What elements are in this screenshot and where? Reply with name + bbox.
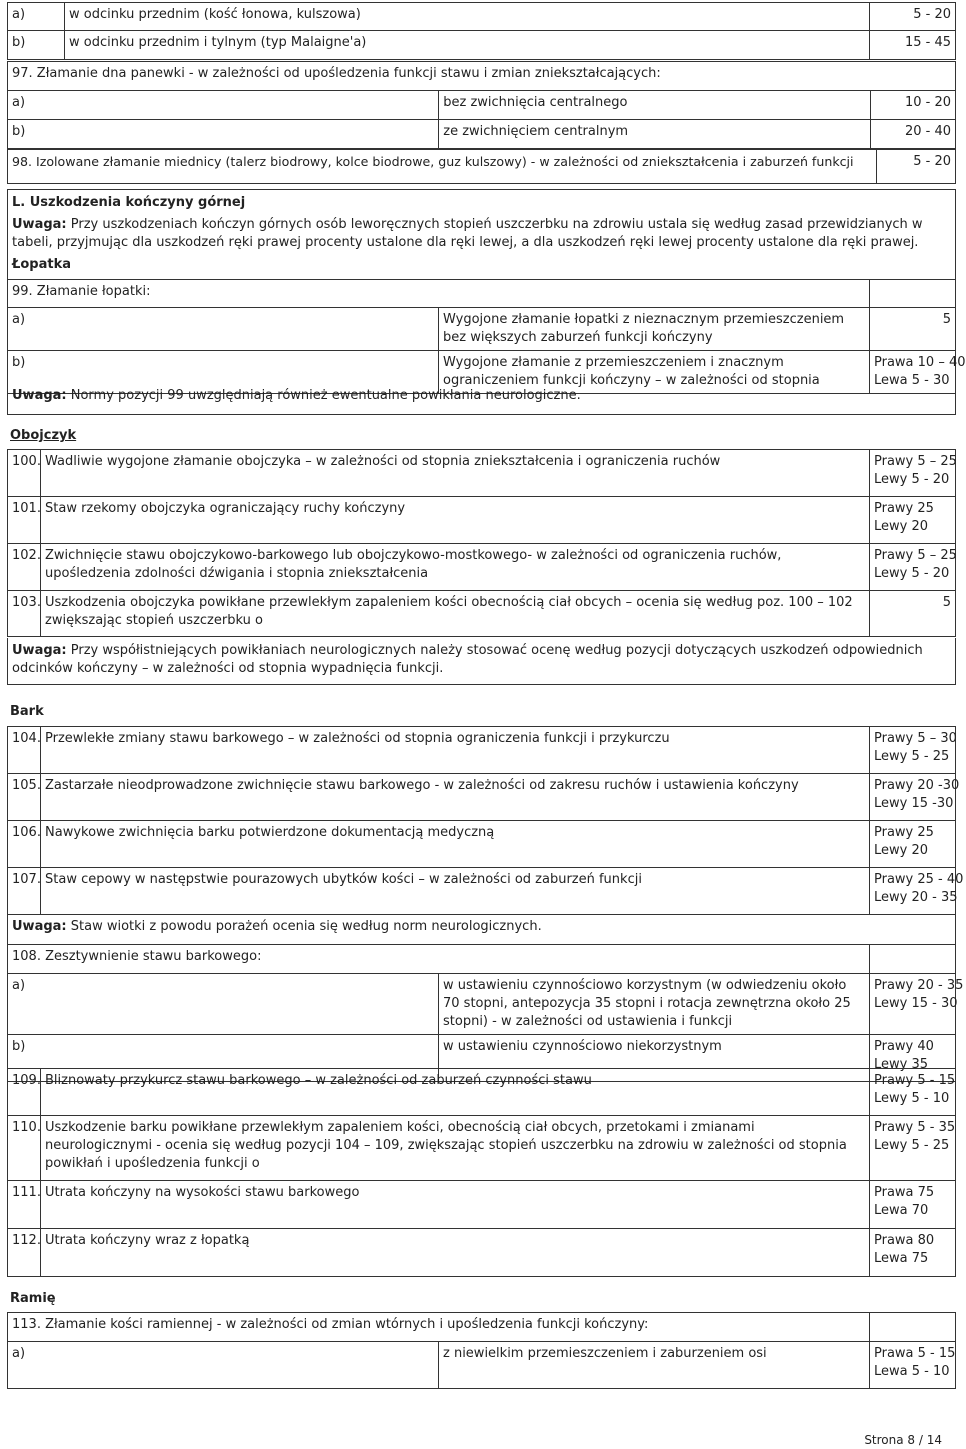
table-row — [8, 1116, 956, 1181]
table-row — [8, 1313, 956, 1342]
row-number: 107. — [8, 868, 41, 915]
row-text: bez zwichnięcia centralnego — [439, 91, 870, 120]
table-row — [8, 774, 956, 821]
row-text: Uszkodzenia obojczyka powikłane przewlekłym zapaleniem kości obecnością ciał obcych – ocenia się według poz. 100 – 102 zwiększając stopień uszczerbku o — [41, 591, 870, 637]
row-text: w ustawieniu czynnościowo korzystnym (w odwiedzeniu około 70 stopni, antepozycja 35 stopni i rotacja zewnętrzna około 25 stopni) - w zależności od ustawienia i funkcji — [439, 974, 870, 1035]
row-values — [870, 450, 956, 497]
value-left: Lewa 5 - 10 — [874, 1364, 950, 1379]
value-left: Lewy 15 - 30 — [874, 996, 958, 1011]
row-text: w odcinku przednim i tylnym (typ Malaigne'a) — [65, 31, 870, 60]
note-obojczyk — [7, 638, 956, 685]
value-right: Prawa 5 - 15 — [874, 1346, 956, 1361]
row-value: 15 - 45 — [870, 31, 956, 60]
value-right: Prawy 20 - 35 — [874, 978, 964, 993]
row-text: 99. Złamanie łopatki: — [8, 280, 870, 308]
row-value: 10 - 20 — [870, 91, 956, 120]
row-text: Utrata kończyny wraz z łopatką — [41, 1229, 870, 1277]
row-text: Wygojone złamanie z przemieszczeniem i znacznym ograniczeniem funkcji kończyny – w zależności od stopnia — [439, 351, 870, 394]
row-label: a) — [8, 1342, 439, 1389]
ramie-table — [7, 1312, 956, 1389]
row-label: b) — [8, 1035, 439, 1082]
empty-cell — [870, 62, 956, 91]
row-label: b) — [8, 31, 65, 60]
note-99 — [7, 383, 956, 415]
row-values — [870, 1181, 956, 1229]
row-value: 5 - 20 — [877, 150, 956, 184]
row-values — [870, 497, 956, 544]
note-label: Uwaga: — [12, 388, 67, 403]
table-row — [8, 868, 956, 915]
value-left: Lewy 5 - 25 — [874, 749, 950, 764]
value-left: Lewy 20 - 35 — [874, 890, 958, 905]
row-text: Przewlekłe zmiany stawu barkowego – w zależności od stopnia ograniczenia funkcji i przykurczu — [41, 727, 870, 774]
row-text: w ustawieniu czynnościowo niekorzystnym — [439, 1035, 870, 1082]
row-label: a) — [8, 3, 65, 31]
row-text: 98. Izolowane złamanie miednicy (talerz biodrowy, kolce biodrowe, guz kulszowy) - w zależności od zniekształcenia i zaburzeń funkcji — [8, 150, 877, 184]
row-values — [870, 1342, 956, 1389]
bark-table-3 — [7, 1068, 956, 1277]
table-row — [8, 1069, 956, 1116]
value-right: Prawy 25 — [874, 501, 934, 516]
row-label: a) — [8, 974, 439, 1035]
section-l — [7, 189, 956, 279]
note-label: Uwaga: — [12, 919, 67, 934]
row-values — [870, 1229, 956, 1277]
value-right: Prawy 5 – 25 — [874, 548, 957, 563]
table-row — [8, 150, 956, 184]
note-label: Uwaga: — [12, 217, 67, 232]
table-row — [8, 1342, 956, 1389]
table-row — [8, 120, 956, 149]
row-values — [870, 868, 964, 915]
heading-ramie: Ramię — [10, 1291, 56, 1306]
value-left: Lewa 70 — [874, 1203, 929, 1218]
row-text: Bliznowaty przykurcz stawu barkowego – w zależności od zaburzeń czynności stawu — [41, 1069, 870, 1116]
row-text: Staw rzekomy obojczyka ograniczający ruchy kończyny — [41, 497, 870, 544]
table-row — [8, 62, 956, 91]
obojczyk-table — [7, 449, 956, 637]
row-value: 20 - 40 — [870, 120, 956, 149]
row-number: 103. — [8, 591, 41, 637]
table-row — [8, 1181, 956, 1229]
row-text: 113. Złamanie kości ramiennej - w zależności od zmian wtórnych i upośledzenia funkcji kończyny: — [8, 1313, 870, 1342]
row-text: Zwichnięcie stawu obojczykowo-barkowego lub obojczykowo-mostkowego- w zależności od ograniczenia ruchów, upośledzenia zdolności dźwigania i stopnia zniekształcenia — [41, 544, 870, 591]
table-row — [8, 544, 956, 591]
row-text: Utrata kończyny na wysokości stawu barkowego — [41, 1181, 870, 1229]
empty-cell — [870, 1313, 956, 1342]
row-text: 108. Zesztywnienie stawu barkowego: — [8, 945, 870, 974]
value-left: Lewy 35 — [874, 1057, 929, 1072]
row-values — [870, 727, 956, 774]
table-row — [8, 308, 956, 351]
table-row — [8, 280, 956, 308]
row-number: 112. — [8, 1229, 41, 1277]
table-row — [8, 91, 956, 120]
note-text: Normy pozycji 99 uwzględniają również ewentualne powikłania neurologiczne. — [66, 388, 581, 403]
page-number: Strona 8 / 14 — [864, 1433, 942, 1447]
bark-table-1 — [7, 726, 964, 915]
value-right: Prawy 5 - 35 — [874, 1120, 956, 1135]
value-left: Lewy 5 - 10 — [874, 1091, 950, 1106]
row-values — [870, 544, 956, 591]
value-left: Lewa 75 — [874, 1251, 929, 1266]
row-label: a) — [8, 91, 439, 120]
table-row — [8, 945, 956, 974]
row-text: z niewielkim przemieszczeniem i zaburzeniem osi — [439, 1342, 870, 1389]
value-right: Prawy 5 – 30 — [874, 731, 957, 746]
row-value: 5 — [870, 591, 956, 637]
item-99 — [7, 279, 966, 394]
row-text: Wadliwie wygojone złamanie obojczyka – w zależności od stopnia zniekształcenia i ograniczenia ruchów — [41, 450, 870, 497]
row-values — [870, 974, 964, 1035]
row-text: 97. Złamanie dna panewki - w zależności od upośledzenia funkcji stawu i zmian zniekształcających: — [8, 62, 871, 91]
value-left: Lewy 5 - 20 — [874, 566, 950, 581]
value-left: Lewy 5 - 20 — [874, 472, 950, 487]
value-right: Prawa 10 – 40 — [874, 355, 966, 370]
note-text: Przy uszkodzeniach kończyn górnych osób leworęcznych stopień uszczerbku na zdrowiu ustala się według zasad przewidzianych w tabeli, przyjmując dla uszkodzeń ręki prawej procenty ustalone dla ręki lewej, a dla uszkodzeń ręki lewej procenty ustalone dla ręki prawej. — [12, 217, 923, 250]
bark-table-2 — [7, 944, 964, 1082]
empty-cell — [870, 280, 956, 308]
value-right: Prawa 75 — [874, 1185, 935, 1200]
value-right: Prawy 25 - 40 — [874, 872, 964, 887]
value-left: Lewy 15 -30 — [874, 796, 954, 811]
row-value: 5 - 20 — [870, 3, 956, 31]
note-label: Uwaga: — [12, 643, 67, 658]
row-text: ze zwichnięciem centralnym — [439, 120, 870, 149]
table-row — [8, 3, 956, 31]
row-values — [870, 774, 960, 821]
row-label: b) — [8, 351, 439, 394]
table-row — [8, 591, 956, 637]
row-label: b) — [8, 120, 439, 149]
value-right: Prawy 25 — [874, 825, 934, 840]
value-right: Prawy 20 -30 — [874, 778, 960, 793]
item-97 — [7, 61, 956, 149]
row-number: 100. — [8, 450, 41, 497]
heading-obojczyk: Obojczyk — [10, 428, 77, 443]
value-left: Lewy 20 — [874, 519, 929, 534]
table-row — [8, 450, 956, 497]
row-value: 5 — [870, 308, 956, 351]
row-number: 109. — [8, 1069, 41, 1116]
row-number: 106. — [8, 821, 41, 868]
row-label: a) — [8, 308, 439, 351]
row-number: 101. — [8, 497, 41, 544]
row-number: 105. — [8, 774, 41, 821]
empty-cell — [870, 945, 956, 974]
value-left: Lewa 5 - 30 — [874, 373, 950, 388]
row-number: 110. — [8, 1116, 41, 1181]
value-right: Prawy 40 — [874, 1039, 934, 1054]
note-text: Przy współistniejących powikłaniach neurologicznych należy stosować ocenę według pozycji dotyczących uszkodzeń odpowiednich odcinków kończyny – w zależności od stopnia wypadnięcia funkcji. — [12, 643, 923, 676]
section-title: L. Uszkodzenia kończyny górnej — [12, 195, 246, 210]
row-text: Nawykowe zwichnięcia barku potwierdzone dokumentacją medyczną — [41, 821, 870, 868]
section-note — [12, 216, 951, 252]
table-row — [8, 974, 956, 1035]
table-pelvis-rows — [7, 2, 956, 60]
table-row — [8, 31, 956, 60]
sub-heading: Łopatka — [12, 257, 71, 272]
table-row — [8, 497, 956, 544]
row-values — [870, 1069, 956, 1116]
table-row — [8, 821, 956, 868]
table-row — [8, 727, 956, 774]
row-text: Wygojone złamanie łopatki z nieznacznym przemieszczeniem bez większych zaburzeń funkcji kończyny — [439, 308, 870, 351]
heading-bark: Bark — [10, 704, 44, 719]
note-bark — [7, 914, 956, 944]
value-left: Lewy 20 — [874, 843, 929, 858]
note-text: Staw wiotki z powodu porażeń ocenia się według norm neurologicznych. — [66, 919, 542, 934]
value-right: Prawy 5 – 25 — [874, 454, 957, 469]
value-right: Prawy 5 - 15 — [874, 1073, 956, 1088]
row-text: w odcinku przednim (kość łonowa, kulszowa) — [65, 3, 870, 31]
row-text: Uszkodzenie barku powikłane przewlekłym zapaleniem kości, obecnością ciał obcych, przetokami i zmianami neurologicznymi - ocenia się według pozycji 104 – 109, zwiększając stopień uszczerbku na zdrowiu w zależności od stopnia powikłań i upośledzenia funkcji o — [41, 1116, 870, 1181]
row-values — [870, 1116, 956, 1181]
row-text: Zastarzałe nieodprowadzone zwichnięcie stawu barkowego - w zależności od zakresu ruchów i ustawienia kończyny — [41, 774, 870, 821]
table-row — [8, 1229, 956, 1277]
row-number: 111. — [8, 1181, 41, 1229]
row-number: 104. — [8, 727, 41, 774]
row-text: Staw cepowy w następstwie pourazowych ubytków kości – w zależności od zaburzeń funkcji — [41, 868, 870, 915]
row-number: 102. — [8, 544, 41, 591]
item-98 — [7, 149, 956, 184]
value-right: Prawa 80 — [874, 1233, 935, 1248]
row-values — [870, 821, 956, 868]
value-left: Lewy 5 - 25 — [874, 1138, 950, 1153]
